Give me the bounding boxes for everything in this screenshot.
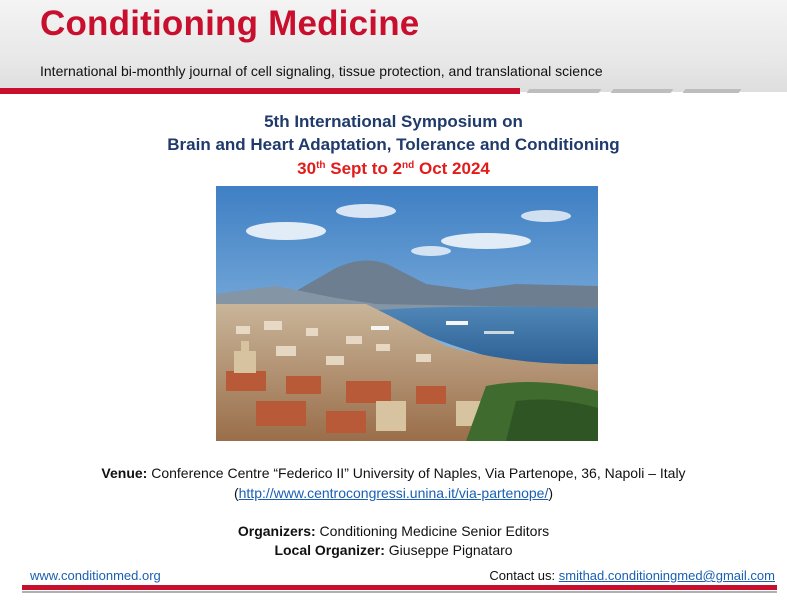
footer-divider <box>22 585 777 590</box>
venue-link-line <box>0 485 787 501</box>
organizers-label: Organizers: <box>237 523 316 539</box>
venue-link[interactable]: http://www.centrocongressi.unina.it/via-partenope/ <box>238 485 549 501</box>
venue-text: Conference Centre “Federico II” University of Naples, Via Partenope, 36, Napoli – Italy <box>147 465 686 481</box>
naples-bay-photo <box>216 186 598 441</box>
date-start-rest: Sept to 2 <box>325 159 403 178</box>
local-organizer-text: Giuseppe Pignataro <box>384 542 513 558</box>
local-organizer-label: Local Organizer: <box>274 542 385 558</box>
date-end-suffix: nd <box>402 160 415 171</box>
journal-subtitle: International bi-monthly journal of cell signaling, tissue protection, and translational science <box>40 63 603 79</box>
footer-divider-gray <box>22 591 777 593</box>
header-divider-gray <box>683 89 742 93</box>
header-divider-gray <box>527 89 602 93</box>
date-start-day: 30 <box>297 159 317 178</box>
symposium-dates <box>0 159 787 179</box>
header-divider-gray <box>611 89 674 93</box>
venue-link-close: ) <box>548 485 554 501</box>
organizers-line <box>0 523 787 539</box>
header-divider-red <box>0 88 520 94</box>
venue-line <box>0 465 787 481</box>
date-start-suffix: th <box>316 160 326 171</box>
contact-email-link[interactable]: smithad.conditioningmed@gmail.com <box>558 568 775 583</box>
contact-line <box>489 568 775 583</box>
journal-title: Conditioning Medicine <box>40 4 420 43</box>
header-divider <box>0 88 787 94</box>
symposium-title-line1: 5th International Symposium on <box>264 112 523 131</box>
contact-label: Contact us: <box>489 568 559 583</box>
symposium-title-line2: Brain and Heart Adaptation, Tolerance and Conditioning <box>167 135 620 154</box>
organizers-text: Conditioning Medicine Senior Editors <box>315 523 550 539</box>
venue-label: Venue: <box>101 465 148 481</box>
date-end-rest: Oct 2024 <box>414 159 490 178</box>
venue-link-open: ( <box>233 485 239 501</box>
local-organizer-line <box>0 542 787 558</box>
website-link[interactable]: www.conditionmed.org <box>30 568 161 583</box>
